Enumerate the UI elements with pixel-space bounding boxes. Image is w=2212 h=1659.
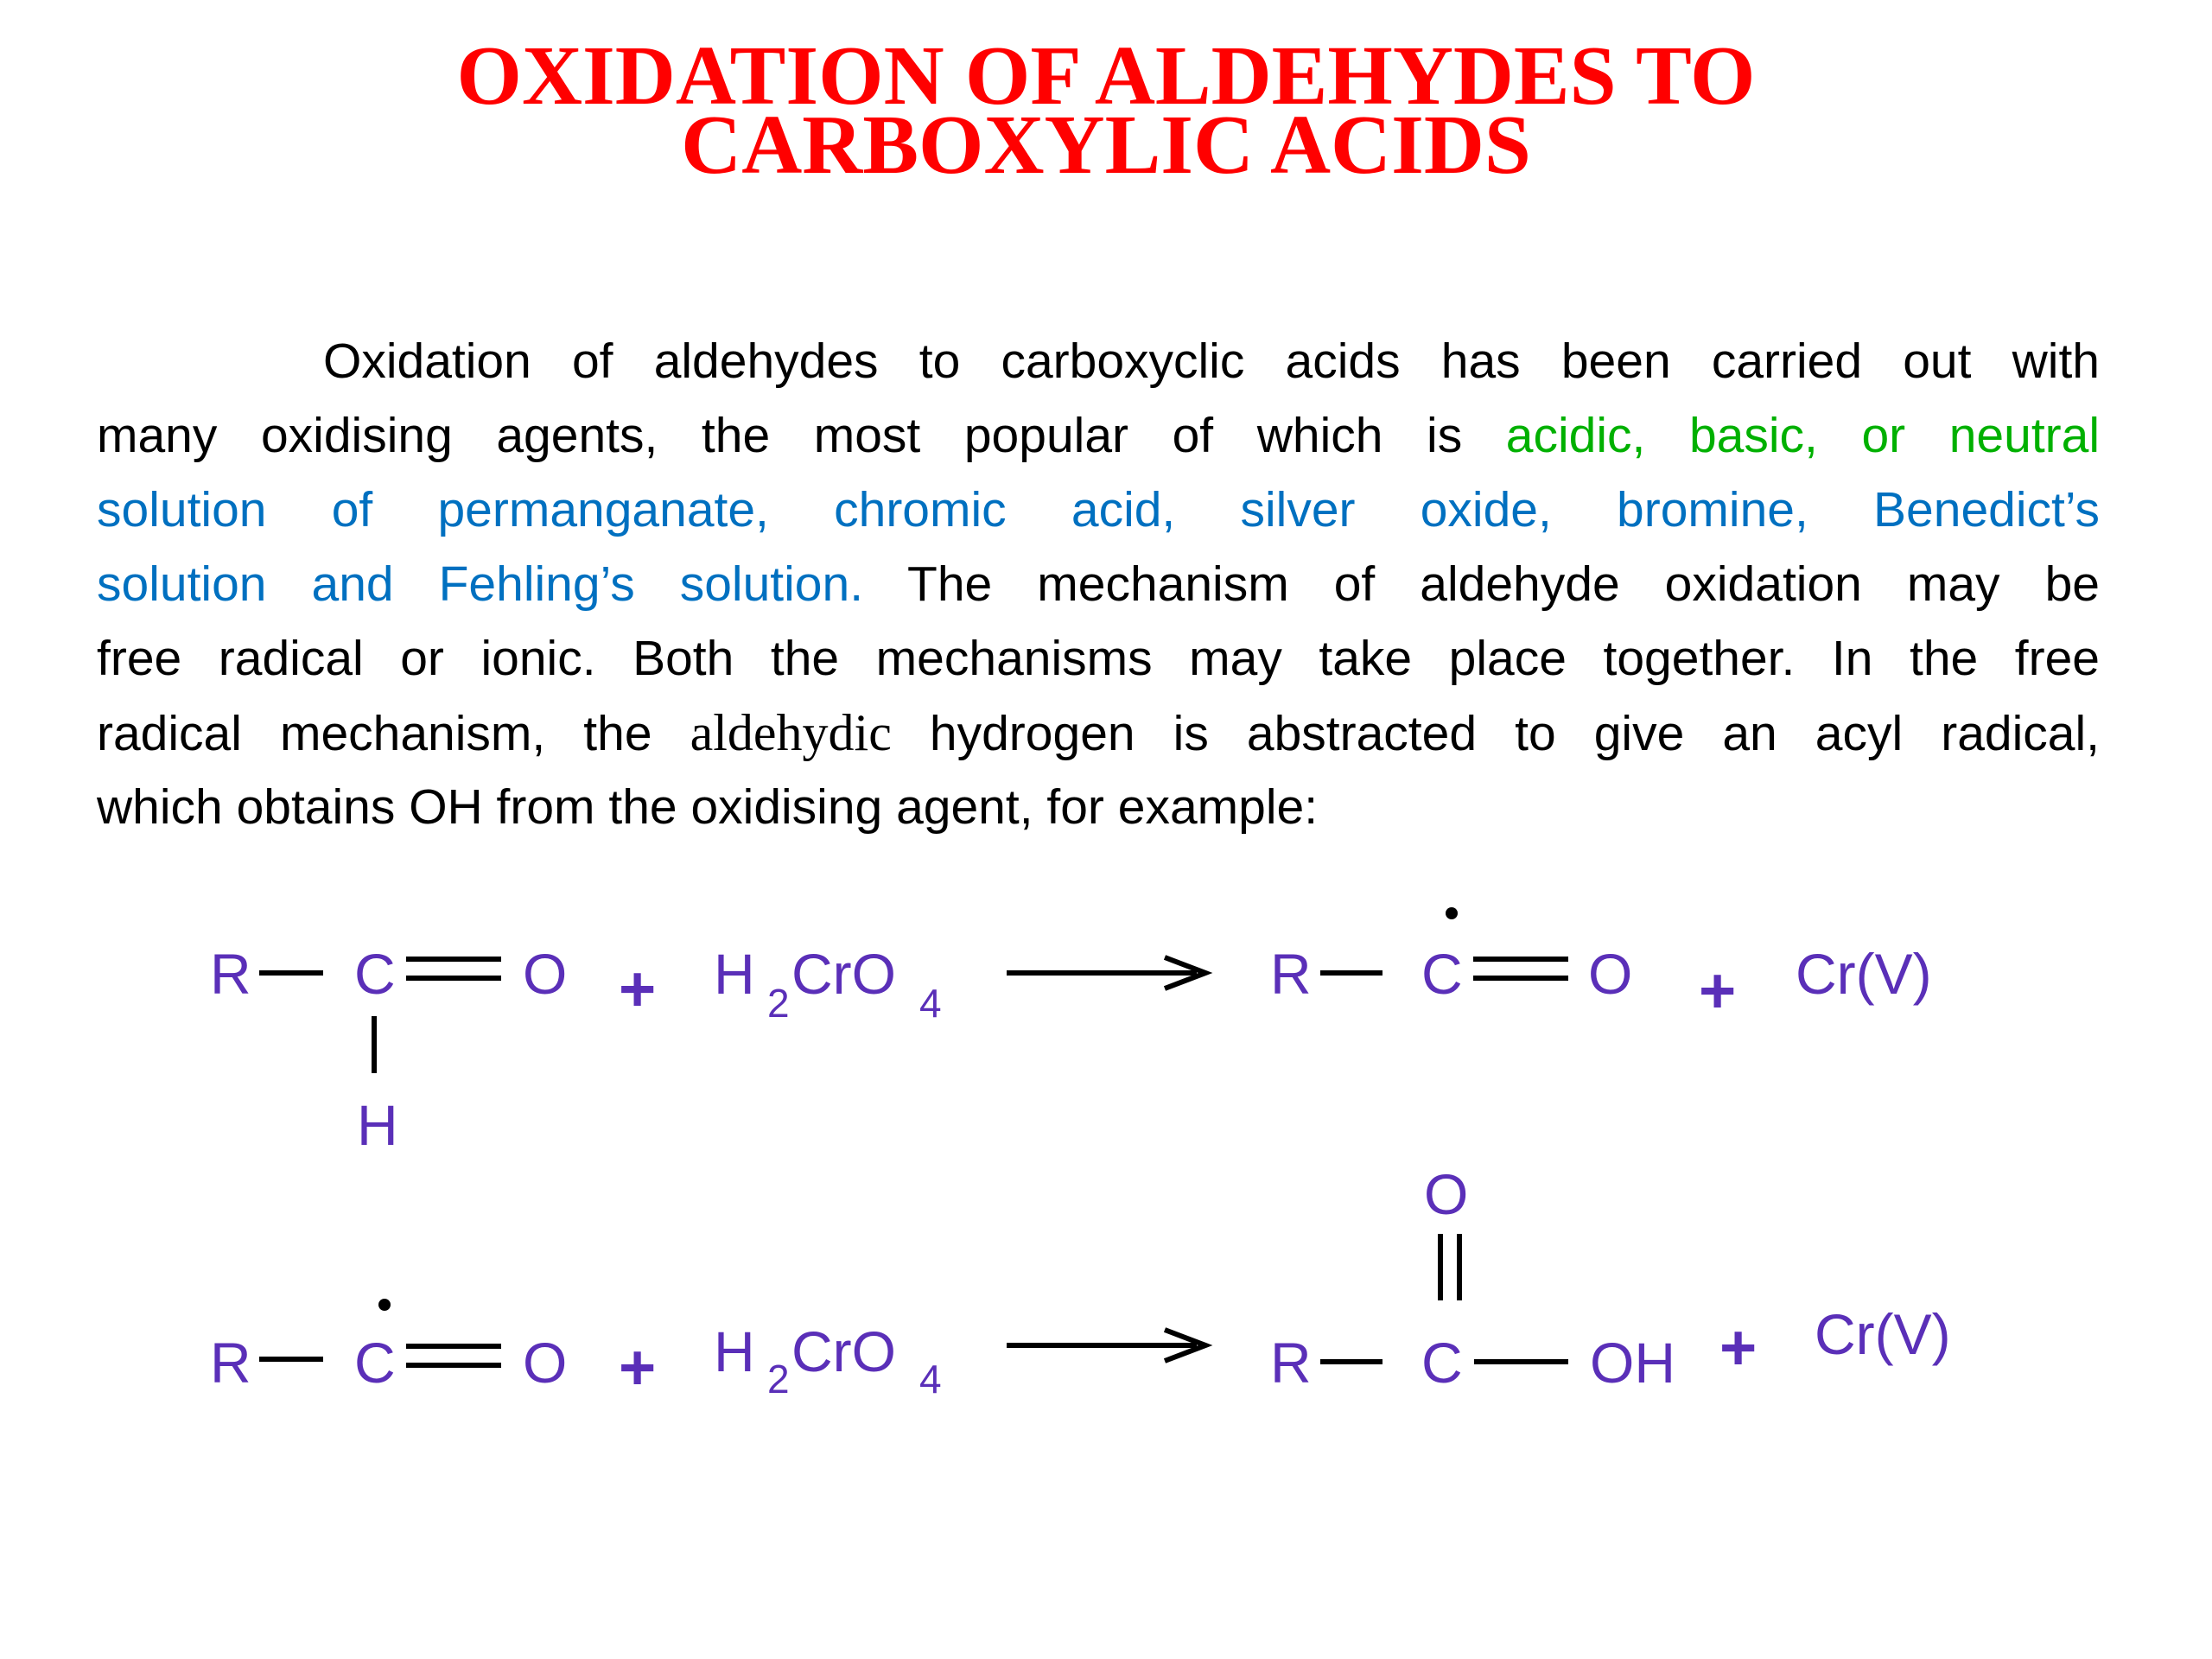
title-line-1: OXIDATION OF ALDEHYDES TO — [456, 29, 1756, 122]
plus-sign: + — [1699, 955, 1737, 1027]
oxygen-label: O — [523, 942, 568, 1006]
r-group-label: R — [210, 1331, 251, 1395]
reagent-cro: CrO — [791, 1319, 896, 1383]
paragraph-text: hydrogen is abstracted to give an acyl radical, — [891, 706, 2100, 761]
oxygen-label: O — [523, 1331, 568, 1395]
oxygen-label: O — [1588, 942, 1633, 1006]
title-line-2: CARBOXYLIC ACIDS — [681, 99, 1531, 191]
paragraph-line-3: solution of permanganate, chromic acid, silver oxide, bromine, Benedict’s — [97, 482, 2100, 537]
r-group-label: R — [1270, 942, 1312, 1006]
paragraph-text: many oxidising agents, the most popular of which is — [97, 408, 1506, 463]
plus-sign: + — [619, 953, 657, 1025]
chromium-v-label: Cr(V) — [1815, 1302, 1951, 1366]
paragraph-text: The mechanism of aldehyde oxidation may be — [863, 556, 2100, 612]
carbon-label: C — [1421, 1331, 1463, 1395]
reagent-subscript: 4 — [919, 1357, 942, 1402]
r-group-label: R — [210, 942, 251, 1006]
r-group-label: R — [1270, 1331, 1312, 1395]
reagent-h: H — [714, 1319, 755, 1383]
paragraph-line-5: free radical or ionic. Both the mechanisms may take place together. In the free — [97, 631, 2100, 686]
radical-dot-icon — [1446, 907, 1458, 919]
paragraph-line-7: which obtains OH from the oxidising agent, for example: — [97, 779, 1319, 835]
reagent-subscript: 2 — [767, 981, 790, 1026]
carbonyl-oxygen-label: O — [1424, 1162, 1469, 1226]
paragraph-text: radical mechanism, the — [97, 706, 690, 761]
carbon-label: C — [354, 1331, 396, 1395]
carbon-label: C — [354, 942, 396, 1006]
radical-dot-icon — [378, 1299, 391, 1311]
carbon-label: C — [1421, 942, 1463, 1006]
chromium-v-label: Cr(V) — [1796, 942, 1932, 1006]
reaction-1 — [210, 907, 1932, 1157]
reagent-subscript: 2 — [767, 1357, 790, 1402]
plus-sign: + — [1719, 1312, 1758, 1383]
reaction-2 — [210, 1162, 1951, 1403]
highlight-blue-text: solution and Fehling’s solution. — [97, 556, 864, 612]
highlight-green-text: acidic, basic, or neutral — [1505, 408, 2100, 463]
reagent-subscript: 4 — [919, 981, 942, 1026]
hydrogen-label: H — [357, 1093, 398, 1157]
reagent-cro: CrO — [791, 942, 896, 1006]
paragraph-line-1: Oxidation of aldehydes to carboxyclic acids has been carried out with — [323, 334, 2100, 389]
plus-sign: + — [619, 1332, 657, 1403]
reagent-h: H — [714, 942, 755, 1006]
hydroxyl-label: OH — [1590, 1331, 1675, 1395]
serif-word: aldehydic — [690, 704, 892, 761]
